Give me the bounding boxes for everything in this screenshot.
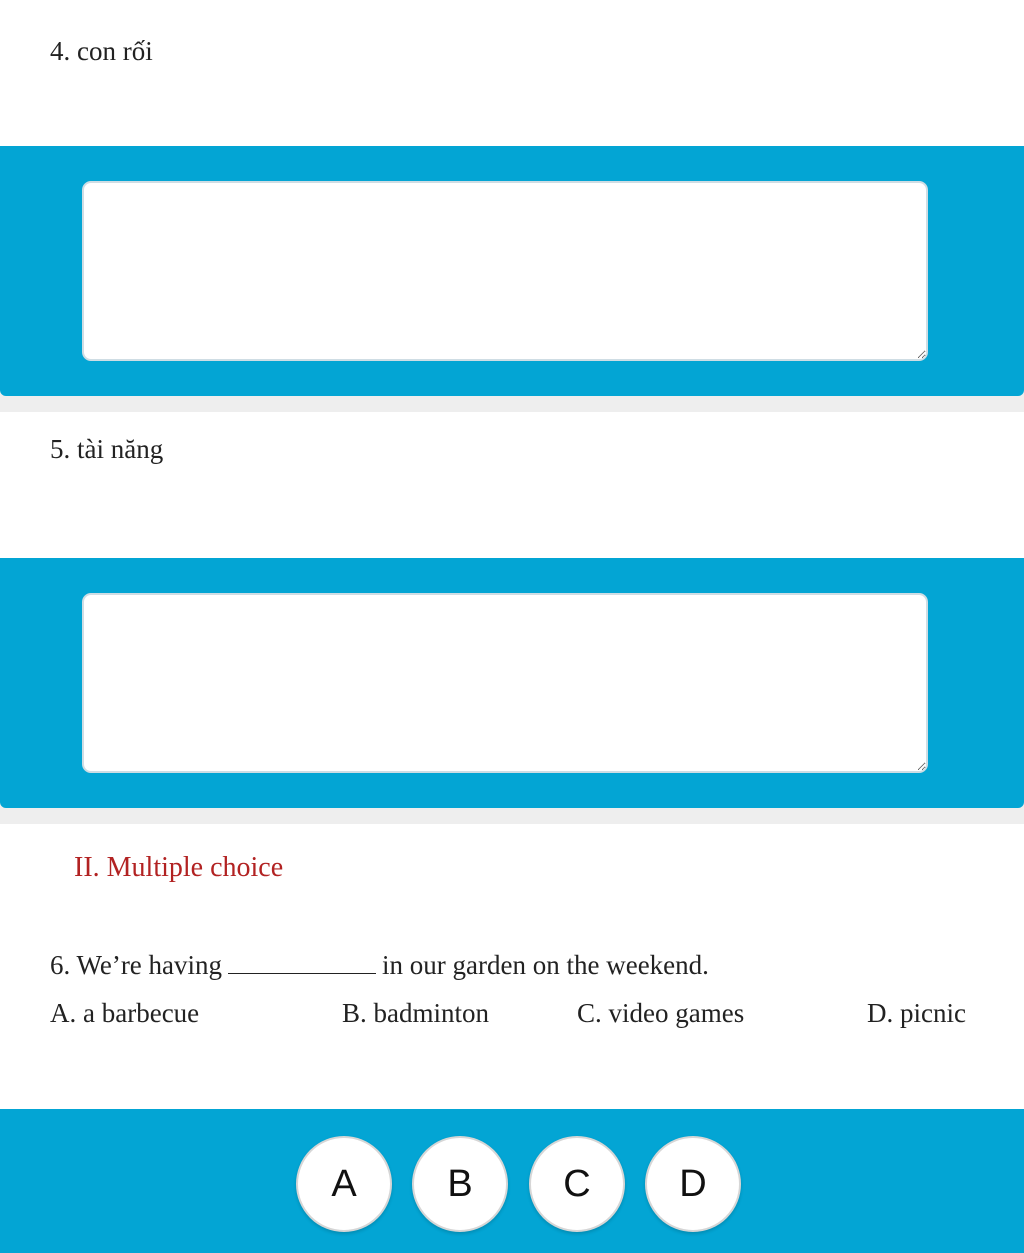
option-b-text: badminton [373,998,490,1028]
question-5-text: tài năng [77,434,164,464]
question-5-number: 5. [50,434,71,464]
answer-band-4 [0,146,1024,396]
choice-button-c[interactable]: C [529,1136,625,1232]
answer-band-5 [0,558,1024,808]
option-d-text: picnic [900,998,966,1028]
choice-button-b[interactable]: B [412,1136,508,1232]
option-a-letter: A. [50,998,77,1028]
option-a [50,998,199,1029]
choice-button-bar [0,1109,1024,1253]
answer-input-4[interactable] [82,181,928,361]
option-a-text: a barbecue [83,998,200,1028]
option-d-letter: D. [867,998,894,1028]
question-6-text-after: in our garden on the weekend. [382,950,709,980]
option-c-text: video games [608,998,745,1028]
choice-button-a[interactable]: A [296,1136,392,1232]
section-title: II. Multiple choice [74,852,284,883]
choice-button-d[interactable]: D [645,1136,741,1232]
option-b [342,998,489,1029]
option-c-letter: C. [577,998,602,1028]
question-card-5 [0,412,1024,558]
option-d [867,998,966,1029]
question-6-text-before: We’re having [76,950,223,980]
answer-input-5[interactable] [82,593,928,773]
question-5-prompt [50,434,163,465]
option-c [577,998,744,1029]
option-b-letter: B. [342,998,367,1028]
question-4-prompt [50,36,153,67]
question-6-number: 6. [50,950,71,980]
question-card-4 [0,0,1024,146]
question-4-text: con rối [77,36,153,66]
question-6-prompt [50,950,709,981]
question-6-blank [228,955,376,974]
question-4-number: 4. [50,36,71,66]
